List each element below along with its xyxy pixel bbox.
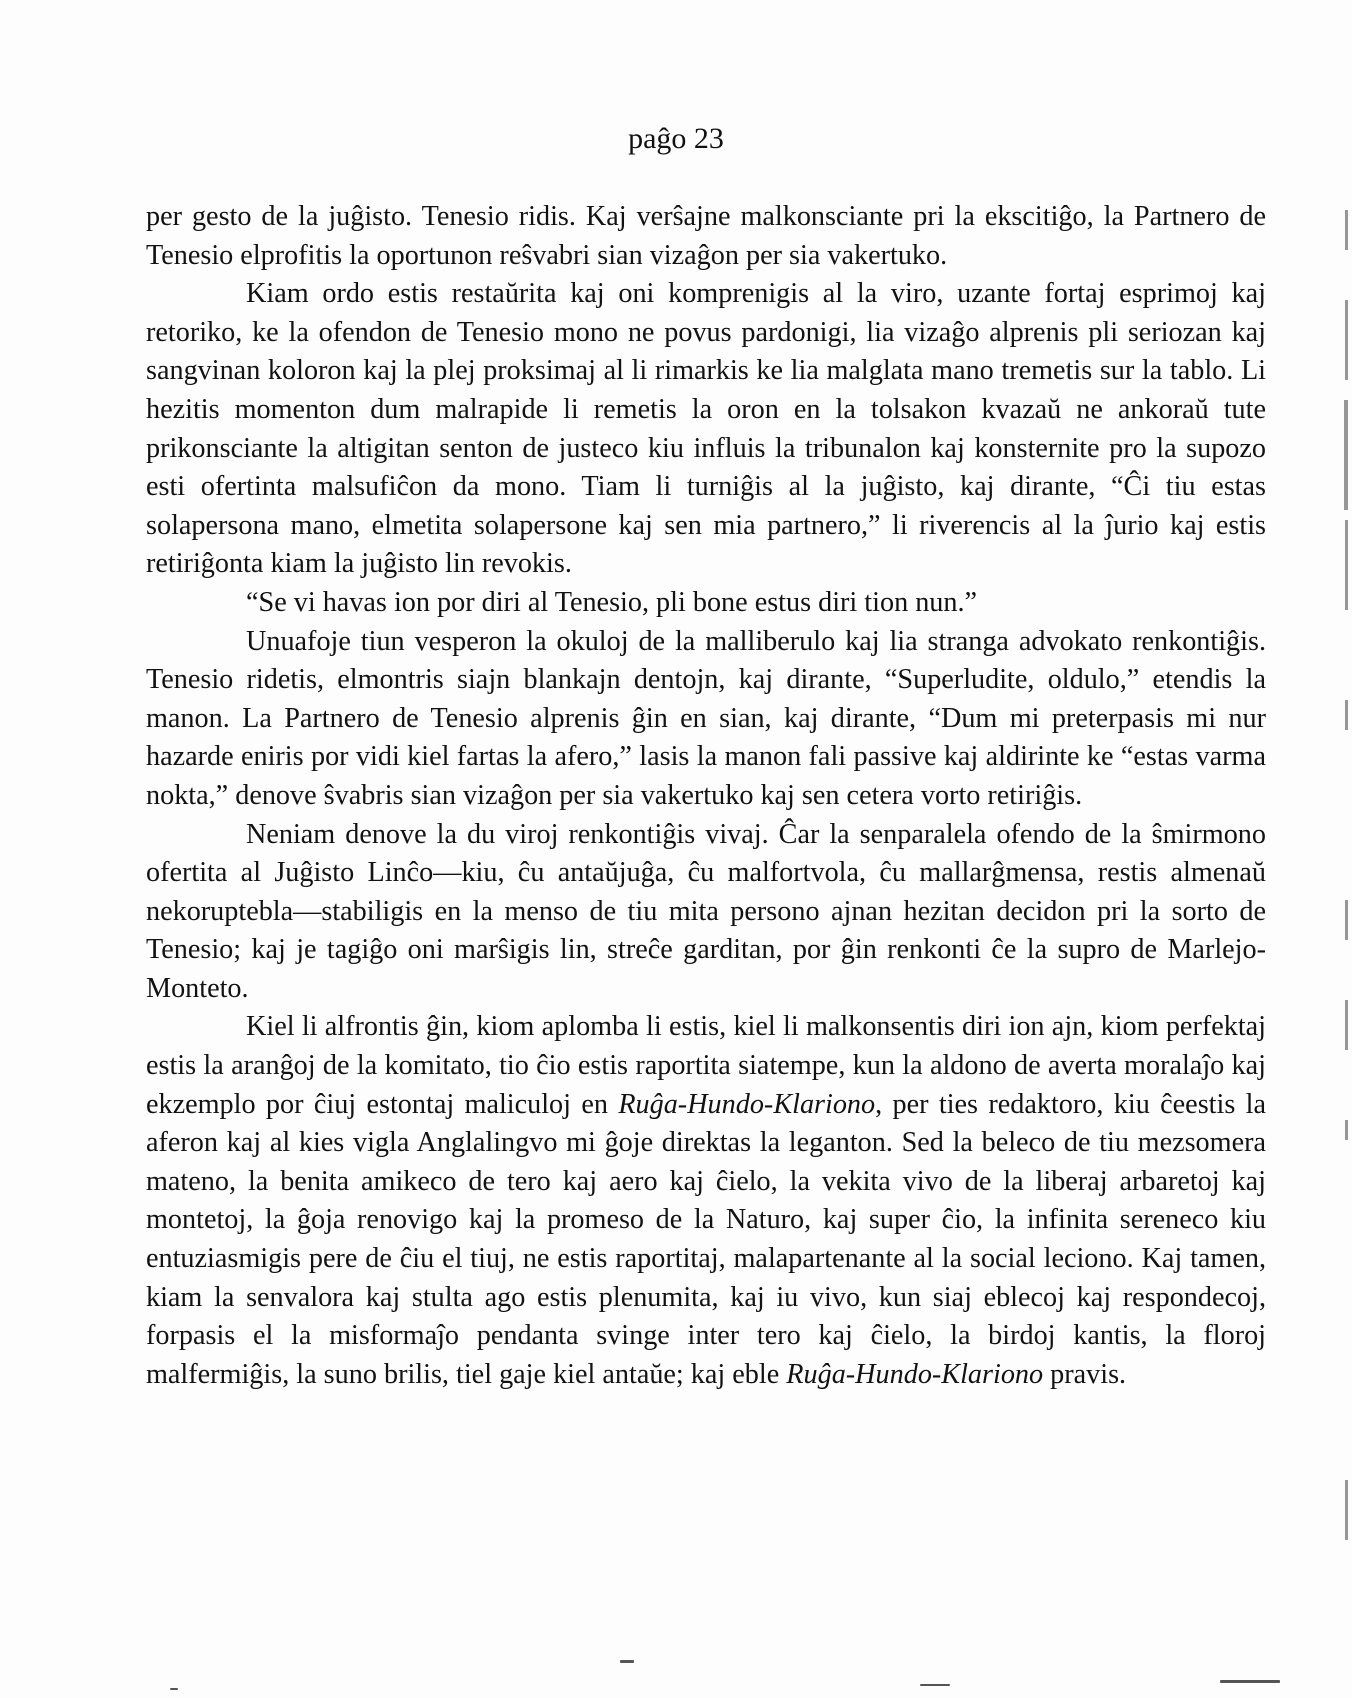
- scan-edge-mark: [1345, 1000, 1348, 1050]
- paragraph-text: , per ties redaktoro, kiu ĉeestis la aferon kaj al kies vigla Anglalingvo mi ĝoje direktas la leganton. Sed la beleco de tiu mezsomera mateno, la benita amikeco de tero kaj aero kaj ĉielo, la vekita vivo de la liberaj arbaretoj kaj montetoj, la ĝoja renovigo kaj la promeso de la Naturo, kaj super ĉio, la infinita sereneco kiu entuziasmigis pere de ĉiu el tiuj, ne estis raportitaj, malapartenante al la social leciono. Kaj tamen, kiam la senvalora kaj stulta ago estis plenumita, kaj iu vivo, kun siaj eblecoj kaj respondecoj, forpasis el la misformaĵo pendanta svinge inter tero kaj ĉielo, la birdoj kantis, la floroj malfermiĝis, la suno brilis, tiel gaje kiel antaŭe; kaj eble: [146, 1088, 1266, 1390]
- scan-speck: [620, 1660, 634, 1663]
- scan-edge-mark: [1345, 210, 1348, 250]
- scan-edge-mark: [1345, 1120, 1348, 1140]
- paragraph-4: [146, 623, 1266, 816]
- scan-edge-mark: [1345, 300, 1348, 380]
- paragraph-5: [146, 816, 1266, 1009]
- scan-speck: [1220, 1680, 1280, 1683]
- body-text: [146, 198, 1266, 1394]
- newspaper-title: Ruĝa-Hundo-Klariono: [786, 1358, 1044, 1390]
- scan-edge-mark: [1345, 700, 1348, 730]
- scan-speck: [920, 1684, 950, 1686]
- paragraph-text: “Se vi havas ion por diri al Tenesio, pli bone estus diri tion nun.”: [246, 586, 978, 618]
- scan-edge-mark: [1345, 1480, 1348, 1540]
- scan-edge-mark: [1345, 900, 1348, 940]
- paragraph-text: pravis.: [1043, 1358, 1127, 1390]
- paragraph-text: Kiel li alfrontis ĝin, kiom aplomba li estis, kiel li malkonsentis diri ion ajn, kiom perfektaj estis la aranĝoj de la komitato, tio ĉio estis raportita siatempe, kun la aldono de averta moralaĵo kaj ekzemplo por ĉiuj estontaj maliculoj en: [146, 1011, 1266, 1120]
- paragraph-2: [146, 275, 1266, 584]
- scan-speck: [170, 1688, 178, 1690]
- paragraph-text: Neniam denove la du viroj renkontiĝis vivaj. Ĉar la senparalela ofendo de la ŝmirmono ofertita al Juĝisto Linĉo—kiu, ĉu antaŭjuĝa, ĉu malfortvola, ĉu mallarĝmensa, restis almenaŭ nekoruptebla—stabiligis en la menso de tiu mita persono ajnan hezitan decidon pri la sorto de Tenesio; kaj je tagiĝo oni marŝigis lin, streĉe garditan, por ĝin renkonti ĉe la supro de Marlejo-Monteto.: [146, 818, 1266, 1004]
- paragraph-6: [146, 1008, 1266, 1394]
- page-number: paĝo 23: [628, 122, 724, 155]
- scan-edge-mark: [1345, 520, 1348, 610]
- paragraph-text: Unuafoje tiun vesperon la okuloj de la malliberulo kaj lia stranga advokato renkontiĝis. Tenesio ridetis, elmontris siajn blankajn dentojn, kaj dirante, “Superludite, oldulo,” etendis la manon. La Partnero de Tenesio alprenis ĝin en sian, kaj dirante, “Dum mi preterpasis mi nur hazarde eniris por vidi kiel fartas la afero,” lasis la manon fali passive kaj aldirinte ke “estas varma nokta,” denove ŝvabris sian vizaĝon per sia vakertuko kaj sen cetera vorto retiriĝis.: [146, 625, 1266, 811]
- paragraph-text: per gesto de la juĝisto. Tenesio ridis. Kaj verŝajne malkonsciante pri la ekscitiĝo, la Partnero de Tenesio elprofitis la oportunon reŝvabri sian vizaĝon per sia vakertuko.: [146, 201, 1266, 271]
- paragraph-3: [146, 584, 1266, 623]
- paragraph-text: Kiam ordo estis restaŭrita kaj oni komprenigis al la viro, uzante fortaj esprimoj kaj retoriko, ke la ofendon de Tenesio mono ne povus pardonigi, lia vizaĝo alprenis pli seriozan kaj sangvinan koloron kaj la plej proksimaj al li rimarkis ke lia malglata mano tremetis sur la tablo. Li hezitis momenton dum malrapide li remetis la oron en la tolsakon kvazaŭ ne ankoraŭ tute prikonsciante la altigitan senton de justeco kiu influis la tribunalon kaj konsternite pro la supozo esti ofertinta malsufiĉon da mono. Tiam li turniĝis al la juĝisto, kaj dirante, “Ĉi tiu estas solapersona mano, elmetita solapersone kaj sen mia partnero,” li riverencis al la ĵurio kaj estis retiriĝonta kiam la juĝisto lin revokis.: [146, 278, 1266, 580]
- newspaper-title: Ruĝa-Hundo-Klariono: [618, 1088, 876, 1120]
- paragraph-1: [146, 198, 1266, 275]
- scan-edge-mark: [1344, 400, 1348, 510]
